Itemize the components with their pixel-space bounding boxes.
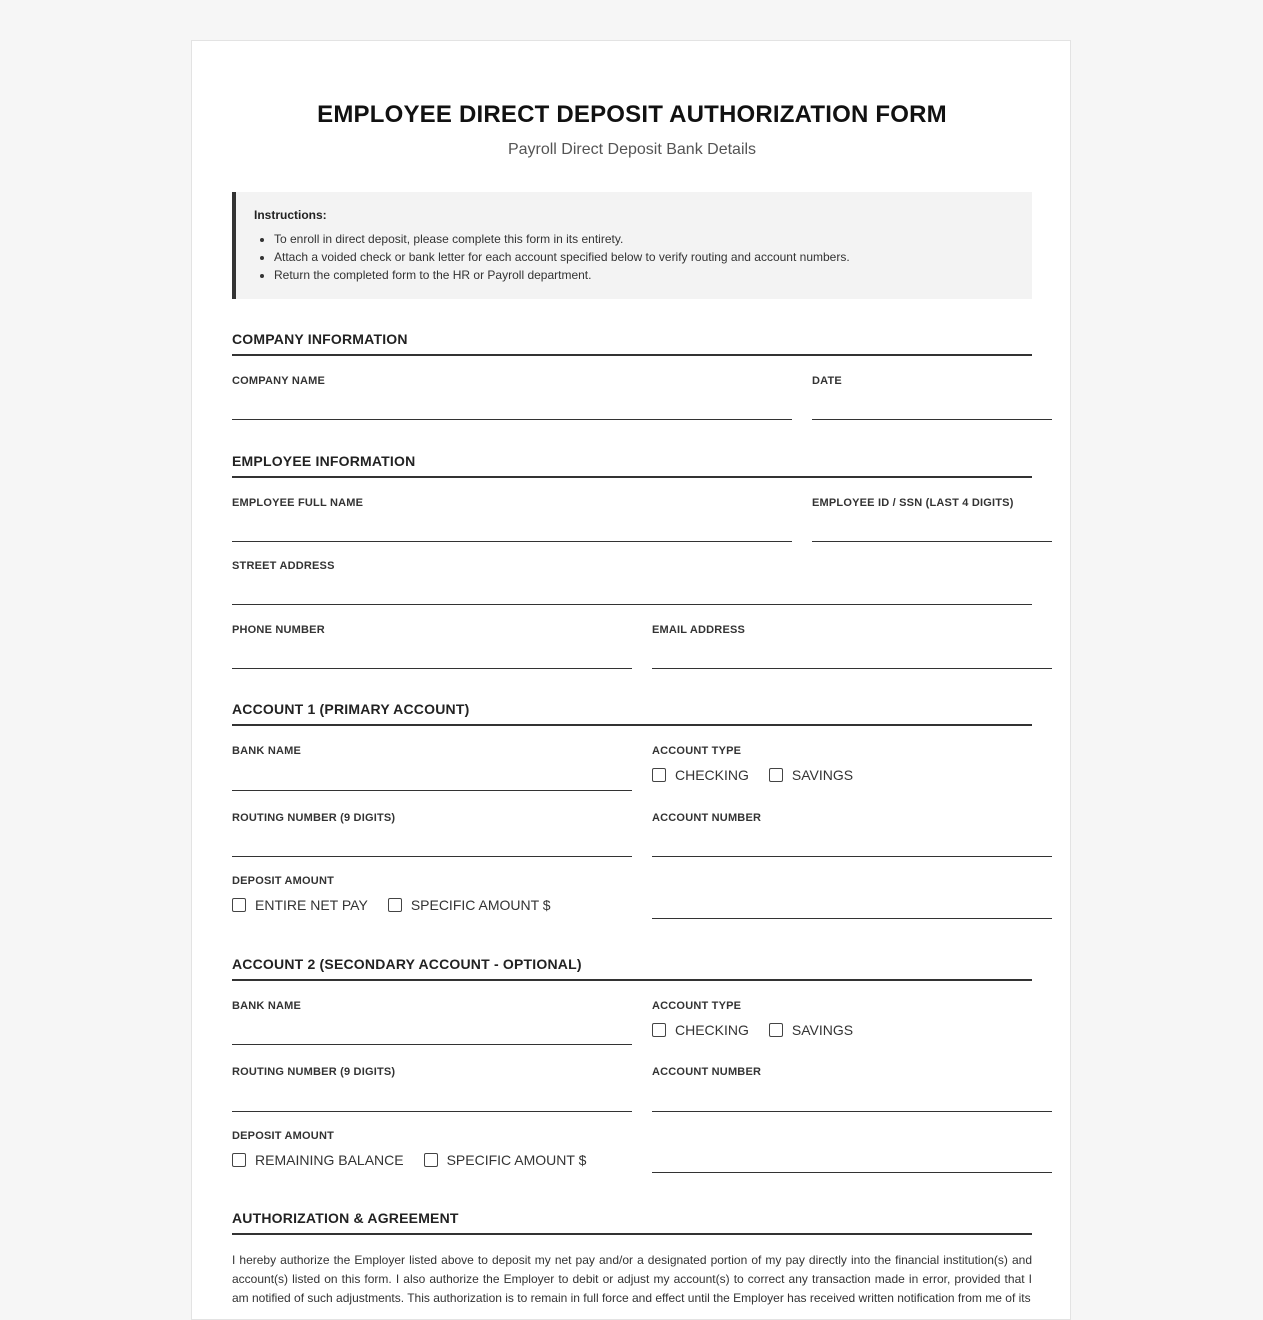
account1-routing-field[interactable] <box>232 856 632 857</box>
account2-account-type-options <box>652 1022 873 1038</box>
company-name-label: COMPANY NAME <box>232 375 326 387</box>
account2-bank-name-label: BANK NAME <box>232 1000 302 1012</box>
date-field[interactable] <box>812 419 1052 420</box>
account2-savings-checkbox[interactable] <box>769 1023 783 1037</box>
account2-specific-amount-checkbox[interactable] <box>424 1153 438 1167</box>
form-page <box>191 40 1071 1320</box>
account1-account-number-label: ACCOUNT NUMBER <box>652 812 762 824</box>
account2-savings-option[interactable] <box>769 1022 853 1038</box>
section-company: COMPANY INFORMATION <box>232 331 1032 356</box>
account1-specific-amount-label: SPECIFIC AMOUNT $ <box>410 897 551 913</box>
page-title: EMPLOYEE DIRECT DEPOSIT AUTHORIZATION FORM <box>317 101 947 128</box>
account2-savings-label: SAVINGS <box>791 1022 854 1038</box>
account2-checking-option[interactable] <box>652 1022 749 1038</box>
instructions-box <box>232 192 1032 299</box>
street-address-field[interactable] <box>232 604 1032 605</box>
employee-id-label: EMPLOYEE ID / SSN (LAST 4 DIGITS) <box>812 497 1014 509</box>
account2-account-number-label: ACCOUNT NUMBER <box>652 1066 762 1078</box>
section-account-2: ACCOUNT 2 (SECONDARY ACCOUNT - OPTIONAL) <box>232 956 1032 981</box>
section-employee: EMPLOYEE INFORMATION <box>232 453 1032 478</box>
account2-remaining-balance-label: REMAINING BALANCE <box>255 1152 404 1168</box>
account1-routing-label: ROUTING NUMBER (9 DIGITS) <box>232 812 396 824</box>
account1-specific-amount-checkbox[interactable] <box>388 898 402 912</box>
account1-savings-checkbox[interactable] <box>769 768 783 782</box>
company-name-field[interactable] <box>232 419 792 420</box>
account2-specific-amount-label: SPECIFIC AMOUNT $ <box>446 1152 587 1168</box>
account1-entire-net-pay-option[interactable] <box>232 897 368 913</box>
account2-deposit-options <box>232 1152 606 1168</box>
employee-id-field[interactable] <box>812 541 1052 542</box>
page-subtitle: Payroll Direct Deposit Bank Details <box>507 141 757 158</box>
account1-account-type-label: ACCOUNT TYPE <box>652 745 742 757</box>
account1-savings-label: SAVINGS <box>791 767 854 783</box>
account2-bank-name-field[interactable] <box>232 1044 632 1045</box>
phone-label: PHONE NUMBER <box>232 624 325 636</box>
account2-remaining-balance-checkbox[interactable] <box>232 1153 246 1167</box>
account2-routing-label: ROUTING NUMBER (9 DIGITS) <box>232 1066 396 1078</box>
account2-account-number-field[interactable] <box>652 1111 1052 1112</box>
account1-entire-net-pay-checkbox[interactable] <box>232 898 246 912</box>
account2-account-type-label: ACCOUNT TYPE <box>652 1000 742 1012</box>
account1-account-type-options <box>652 767 873 783</box>
instruction-item: • Return the completed form to the HR or Payroll department. <box>274 266 1014 284</box>
instruction-item: • Attach a voided check or bank letter for each account specified below to verify routing and account numbers. <box>274 248 1014 266</box>
email-label: EMAIL ADDRESS <box>652 624 746 636</box>
account1-specific-amount-option[interactable] <box>388 897 551 913</box>
account1-savings-option[interactable] <box>769 767 853 783</box>
account1-bank-name-field[interactable] <box>232 790 632 791</box>
employee-name-label: EMPLOYEE FULL NAME <box>232 497 364 509</box>
authorization-text: I hereby authorize the Employer listed above to deposit my net pay and/or a designated portion of my pay directly into the financial institution(s) and account(s) listed on this form. I also authorize the Employer to debit or adjust my account(s) to correct any transaction made in error, provided that I am notified of such adjustments. This authorization is to remain in full force and effect until the Employer has received written notification from me of its <box>232 1253 1032 1305</box>
account2-specific-amount-field[interactable] <box>652 1172 1052 1173</box>
account1-deposit-amount-label: DEPOSIT AMOUNT <box>232 875 335 887</box>
account1-checking-option[interactable] <box>652 767 749 783</box>
account2-checking-checkbox[interactable] <box>652 1023 666 1037</box>
account2-remaining-balance-option[interactable] <box>232 1152 404 1168</box>
instruction-item: • To enroll in direct deposit, please complete this form in its entirety. <box>274 230 1014 248</box>
account1-deposit-options <box>232 897 571 913</box>
account2-specific-amount-option[interactable] <box>424 1152 587 1168</box>
account1-account-number-field[interactable] <box>652 856 1052 857</box>
account2-deposit-amount-label: DEPOSIT AMOUNT <box>232 1130 335 1142</box>
account2-routing-field[interactable] <box>232 1111 632 1112</box>
account1-entire-net-pay-label: ENTIRE NET PAY <box>255 897 368 913</box>
instructions-heading: Instructions: <box>254 208 327 222</box>
account1-checking-checkbox[interactable] <box>652 768 666 782</box>
account1-bank-name-label: BANK NAME <box>232 745 302 757</box>
account1-checking-label: CHECKING <box>675 767 749 783</box>
employee-name-field[interactable] <box>232 541 792 542</box>
account2-checking-label: CHECKING <box>675 1022 749 1038</box>
section-authorization: AUTHORIZATION & AGREEMENT <box>232 1210 1032 1235</box>
email-field[interactable] <box>652 668 1052 669</box>
instructions-list <box>254 230 1014 284</box>
section-account-1: ACCOUNT 1 (PRIMARY ACCOUNT) <box>232 701 1032 726</box>
account1-specific-amount-field[interactable] <box>652 918 1052 919</box>
date-label: DATE <box>812 375 842 387</box>
phone-field[interactable] <box>232 668 632 669</box>
street-address-label: STREET ADDRESS <box>232 560 335 572</box>
